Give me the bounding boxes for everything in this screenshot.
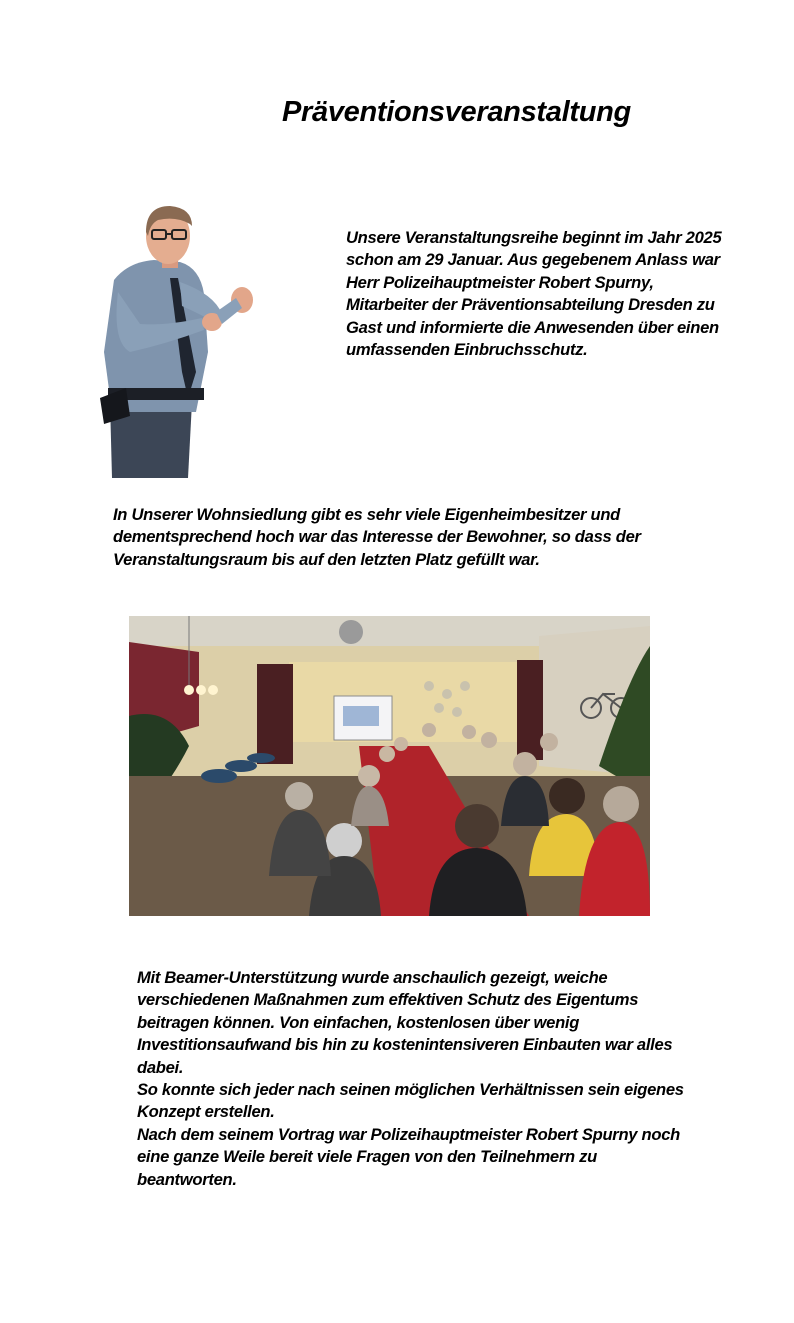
residents-paragraph: In Unserer Wohnsiedlung gibt es sehr viele Eigenheimbesitzer und dementsprechend hoch war das Interesse der Bewohner, so dass der Veranstaltungsraum bis auf den letzten Platz gefüllt war.: [113, 505, 641, 569]
officer-photo: [96, 202, 262, 478]
curtain-right: [517, 660, 543, 760]
closing-line-1: Mit Beamer-Unterstützung wurde anschaulich gezeigt, weiche verschiedenen Maßnahmen zum effektiven Schutz des Eigentums beitragen können. Von einfachen, kostenlosen über wenig Investitionsaufwand bis hin zu kostenintensiveren Einbauten war alles dabei.: [137, 968, 673, 1077]
audience-member: [326, 823, 362, 859]
ceiling-lamp: [339, 620, 363, 644]
back-room: [289, 662, 519, 742]
bar-stool: [201, 769, 237, 783]
closing-paragraph: [137, 967, 697, 1191]
closing-line-2: So konnte sich jeder nach seinen möglichen Verhältnissen sein eigenes Konzept erstellen.: [137, 1080, 684, 1122]
curtain-left: [257, 664, 293, 764]
event-room-photo: [129, 616, 650, 916]
intro-paragraph: Unsere Veranstaltungsreihe beginnt im Jahr 2025 schon am 29 Januar. Aus gegebenem Anlass war Herr Polizeihauptmeister Robert Spurny, Mitarbeiter der Präventionsabteilung Dresden zu Gast und informierte die Anwesenden über einen umfassenden Einbruchsschutz.: [346, 228, 722, 360]
closing-line-3: Nach dem seinem Vortrag war Polizeihauptmeister Robert Spurny noch eine ganze Weile bereit viele Fragen von den Teilnehmern zu beantworten.: [137, 1124, 680, 1189]
page-title: Präventionsveranstaltung: [282, 96, 631, 128]
